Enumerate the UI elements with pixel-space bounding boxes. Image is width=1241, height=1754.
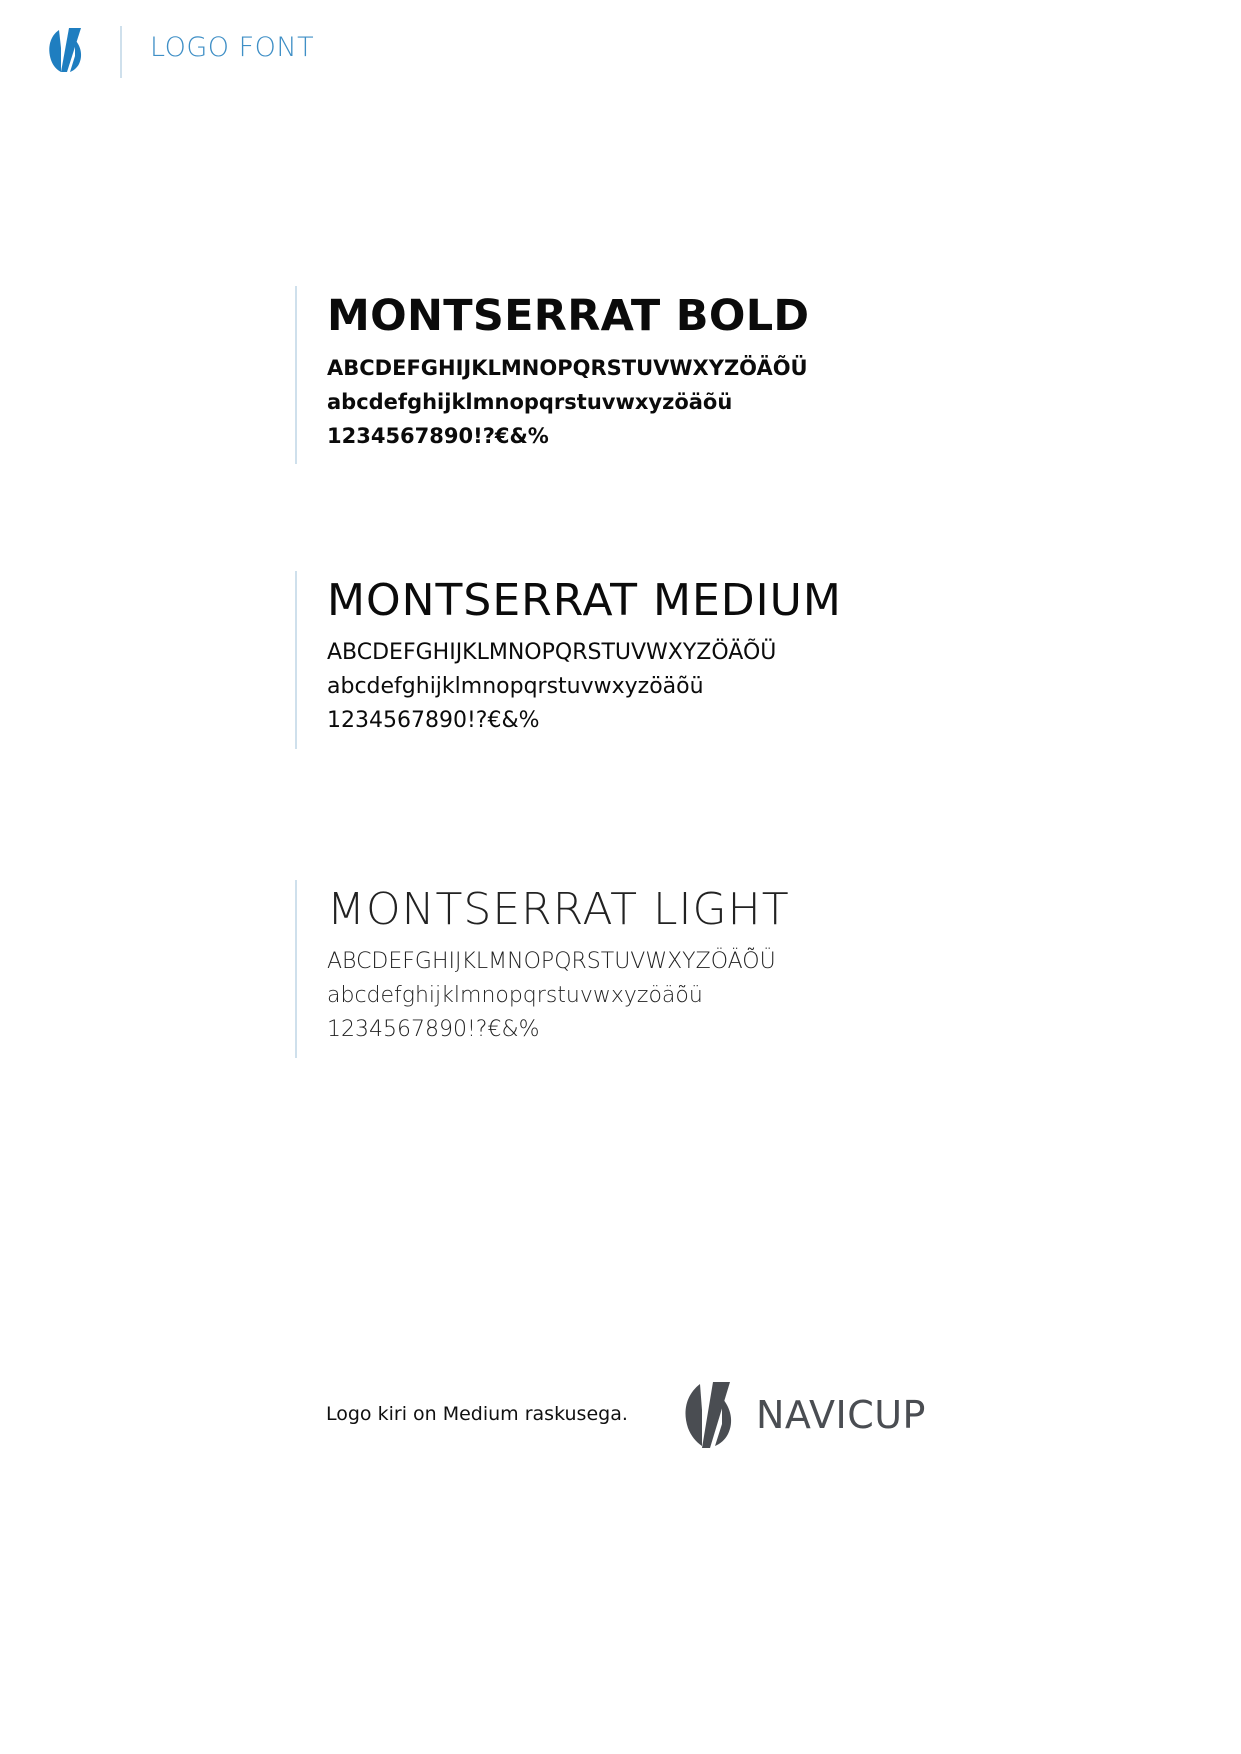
specimen-digits: 1234567890!?€&%	[327, 1017, 540, 1042]
navicup-brand-icon	[680, 1380, 738, 1450]
specimen-uppercase: ABCDEFGHIJKLMNOPQRSTUVWXYZÖÄÕÜ	[327, 356, 808, 380]
specimen-digits: 1234567890!?€&%	[327, 708, 540, 733]
specimen-title: MONTSERRAT MEDIUM	[327, 575, 842, 626]
font-specimen-medium	[295, 571, 1057, 749]
header-divider	[120, 26, 122, 78]
specimen-lowercase: abcdefghijklmnopqrstuvwxyzöäõü	[327, 983, 703, 1008]
font-specimen-bold	[295, 286, 1057, 464]
specimen-title: MONTSERRAT BOLD	[327, 291, 810, 341]
specimen-digits: 1234567890!?€&%	[327, 424, 549, 448]
specimen-lowercase: abcdefghijklmnopqrstuvwxyzöäõü	[327, 390, 733, 414]
page-header	[0, 0, 1241, 100]
brand-name: NAVICUP	[756, 1393, 926, 1437]
brand-logo	[680, 1380, 940, 1452]
specimen-title: MONTSERRAT LIGHT	[327, 884, 790, 935]
page-title: LOGO FONT	[150, 32, 315, 63]
specimen-uppercase: ABCDEFGHIJKLMNOPQRSTUVWXYZÖÄÕÜ	[327, 949, 776, 974]
font-specimen-light	[295, 880, 1057, 1058]
specimen-uppercase: ABCDEFGHIJKLMNOPQRSTUVWXYZÖÄÕÜ	[327, 640, 777, 665]
logo-weight-note: Logo kiri on Medium raskusega.	[326, 1403, 628, 1425]
navicup-logo-icon	[45, 26, 87, 74]
specimen-lowercase: abcdefghijklmnopqrstuvwxyzöäõü	[327, 674, 704, 699]
